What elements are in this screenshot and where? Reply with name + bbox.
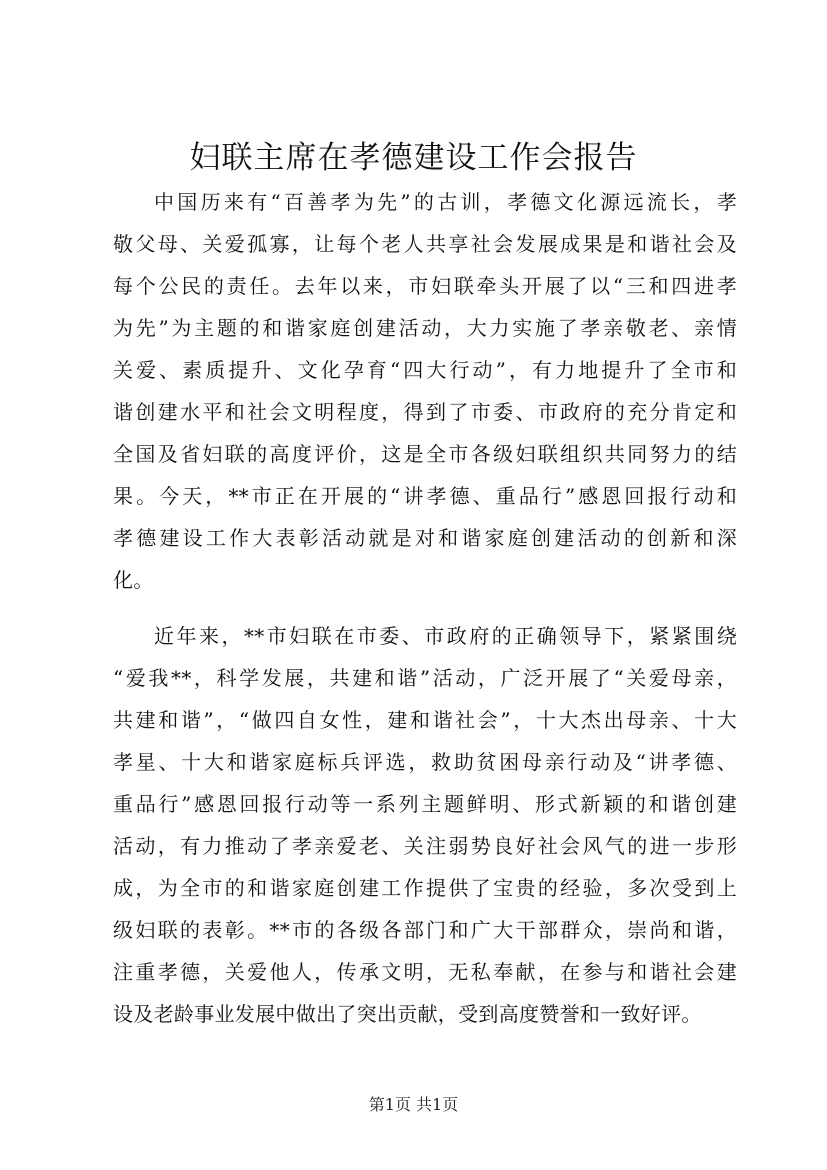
- text-line: 全国及省妇联的高度评价，这是全市各级妇联组织共同努力的结: [113, 442, 737, 466]
- text-line: 共建和谐”，“做四自女性，建和谐社会”，十大杰出母亲、十大: [113, 708, 737, 732]
- text-line: 每个公民的责任。去年以来，市妇联牵头开展了以“三和四进孝: [113, 274, 737, 298]
- text-line: 近年来，**市妇联在市委、市政府的正确领导下，紧紧围绕: [154, 624, 737, 648]
- text-line: 注重孝德，关爱他人，传承文明，无私奉献，在参与和谐社会建: [113, 960, 737, 984]
- text-line: 孝星、十大和谐家庭标兵评选，救助贫困母亲行动及“讲孝德、: [113, 750, 737, 774]
- document-title: 妇联主席在孝德建设工作会报告: [189, 140, 638, 176]
- text-line: 级妇联的表彰。**市的各级各部门和广大干部群众，崇尚和谐，: [113, 918, 737, 942]
- text-line: 化。: [113, 568, 154, 592]
- paragraph-spacer: [113, 601, 737, 615]
- text-line: 设及老龄事业发展中做出了突出贡献，受到高度赞誉和一致好评。: [113, 1002, 702, 1026]
- text-line: 谐创建水平和社会文明程度，得到了市委、市政府的充分肯定和: [113, 400, 737, 424]
- text-line: 活动，有力推动了孝亲爱老、关注弱势良好社会风气的进一步形: [113, 834, 737, 858]
- page-number-footer: 第1页 共1页: [368, 1095, 459, 1114]
- text-line: 关爱、素质提升、文化孕育“四大行动”，有力地提升了全市和: [113, 358, 737, 382]
- document-body: [113, 181, 737, 1035]
- paragraph-2: [113, 615, 737, 1035]
- text-line: 敬父母、关爱孤寡，让每个老人共享社会发展成果是和谐社会及: [113, 232, 737, 256]
- text-line: 重品行”感恩回报行动等一系列主题鲜明、形式新颖的和谐创建: [113, 792, 737, 816]
- text-line: 为先”为主题的和谐家庭创建活动，大力实施了孝亲敬老、亲情: [113, 316, 737, 340]
- paragraph-1: [113, 181, 737, 601]
- text-line: 孝德建设工作大表彰活动就是对和谐家庭创建活动的创新和深: [113, 526, 737, 550]
- text-line: “爱我**，科学发展，共建和谐”活动，广泛开展了“关爱母亲，: [113, 666, 737, 690]
- text-line: 中国历来有“百善孝为先”的古训，孝德文化源远流长，孝: [154, 190, 737, 214]
- text-line: 果。今天，**市正在开展的“讲孝德、重品行”感恩回报行动和: [113, 484, 737, 508]
- text-line: 成，为全市的和谐家庭创建工作提供了宝贵的经验，多次受到上: [113, 876, 737, 900]
